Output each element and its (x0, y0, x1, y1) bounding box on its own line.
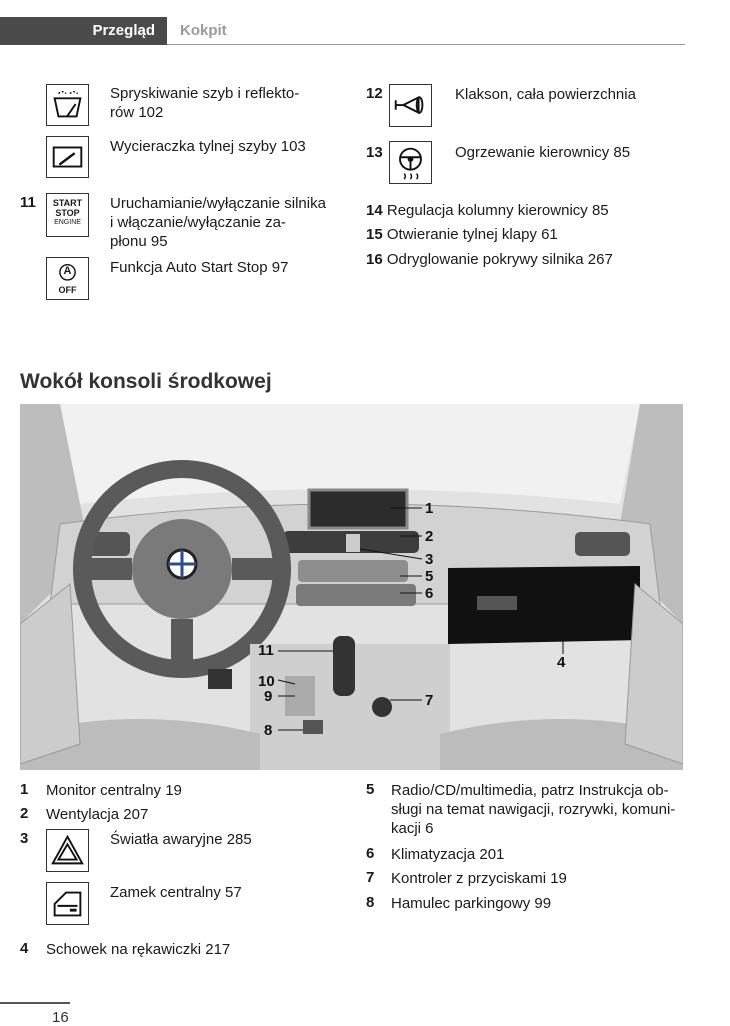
header-section: Kokpit (180, 22, 227, 39)
item-climate: Klimatyzacja 201 (391, 846, 505, 863)
callout-10: 10 (258, 673, 275, 690)
item-start-stop-line2: i włączanie/wyłączanie za- (110, 214, 286, 231)
item-hazard: Światła awaryjne 285 (110, 831, 252, 848)
item-start-stop-line1: Uruchamianie/wyłączanie silnika (110, 195, 326, 212)
item-radio-line2: sługi na temat nawigacji, rozrywki, komuni- (391, 801, 676, 818)
item-ventilation: Wentylacja 207 (46, 806, 149, 823)
item-rear-wiper: Wycieraczka tylnej szyby 103 (110, 138, 306, 155)
callout-9: 9 (264, 688, 273, 705)
item-num-2: 2 (20, 805, 29, 822)
item-num-12: 12 (366, 85, 383, 102)
callout-7: 7 (425, 692, 434, 709)
washer-icon (46, 84, 89, 126)
footer-divider (0, 1002, 70, 1004)
item-auto-start-stop: Funkcja Auto Start Stop 97 (110, 259, 289, 276)
item-num-14: 14 (366, 202, 383, 219)
horn-icon (389, 84, 432, 127)
item-monitor: Monitor centralny 19 (46, 782, 182, 799)
item-num-4: 4 (20, 940, 29, 957)
callout-8: 8 (264, 722, 273, 739)
item-steering-column-label: Regulacja kolumny kierownicy 85 (386, 202, 609, 219)
start-stop-icon (46, 193, 89, 237)
item-num-16: 16 (366, 251, 383, 268)
auto-icon-letter: A (63, 265, 72, 277)
section-title-text: Wokół konsoli środkowej (20, 370, 272, 393)
item-num-1: 1 (20, 781, 29, 798)
item-tailgate-label: Otwieranie tylnej klapy 61 (386, 226, 558, 243)
callout-11: 11 (258, 642, 274, 659)
start-stop-line3: ENGINE (54, 219, 81, 226)
header-tab-label: Przegląd (92, 22, 155, 39)
header-tab (0, 17, 167, 45)
item-hood-label: Odryglowanie pokrywy silnika 267 (386, 251, 613, 268)
item-num-11: 11 (20, 194, 36, 211)
page-number: 16 (52, 1009, 69, 1026)
auto-icon-off: OFF (58, 285, 77, 295)
central-lock-icon (46, 882, 89, 925)
item-start-stop (110, 194, 326, 251)
item-num-8: 8 (366, 894, 375, 911)
item-glovebox: Schowek na rękawiczki 217 (46, 941, 231, 958)
steering-heat-icon (389, 141, 432, 184)
item-radio-line1: Radio/CD/multimedia, patrz Instrukcja ob- (391, 782, 669, 799)
hazard-icon (46, 829, 89, 872)
item-radio (391, 781, 675, 838)
item-washer (110, 84, 299, 122)
rear-wiper-icon (46, 136, 89, 178)
start-stop-line1: START (52, 198, 83, 208)
callout-3: 3 (425, 551, 434, 568)
callout-4: 4 (557, 654, 566, 671)
callout-5: 5 (425, 568, 434, 585)
header-divider (167, 44, 685, 45)
item-num-3: 3 (20, 830, 29, 847)
item-num-13: 13 (366, 144, 383, 161)
dashboard-photo (20, 404, 683, 770)
dashboard-illustration (20, 404, 683, 770)
callout-2: 2 (425, 528, 434, 545)
item-hood (366, 250, 613, 269)
section-title (20, 370, 272, 394)
item-controller: Kontroler z przyciskami 19 (391, 870, 567, 887)
item-tailgate (366, 225, 558, 244)
callout-6: 6 (425, 585, 434, 602)
item-washer-line1: Spryskiwanie szyb i reflekto- (110, 85, 300, 102)
item-num-7: 7 (366, 869, 375, 886)
item-num-5: 5 (366, 781, 375, 798)
item-parking-brake: Hamulec parkingowy 99 (391, 895, 552, 912)
item-steering-column (366, 201, 609, 220)
item-num-15: 15 (366, 226, 383, 243)
item-radio-line3: kacji 6 (391, 820, 434, 837)
item-washer-line2: rów 102 (110, 104, 164, 121)
item-num-6: 6 (366, 845, 375, 862)
start-stop-line2: STOP (55, 208, 80, 218)
item-central-lock: Zamek centralny 57 (110, 884, 242, 901)
callout-1: 1 (425, 500, 434, 517)
item-horn: Klakson, cała powierzchnia (455, 86, 636, 103)
item-steering-heat: Ogrzewanie kierownicy 85 (455, 144, 631, 161)
item-start-stop-line3: płonu 95 (110, 233, 168, 250)
auto-start-stop-off-icon (46, 257, 89, 300)
